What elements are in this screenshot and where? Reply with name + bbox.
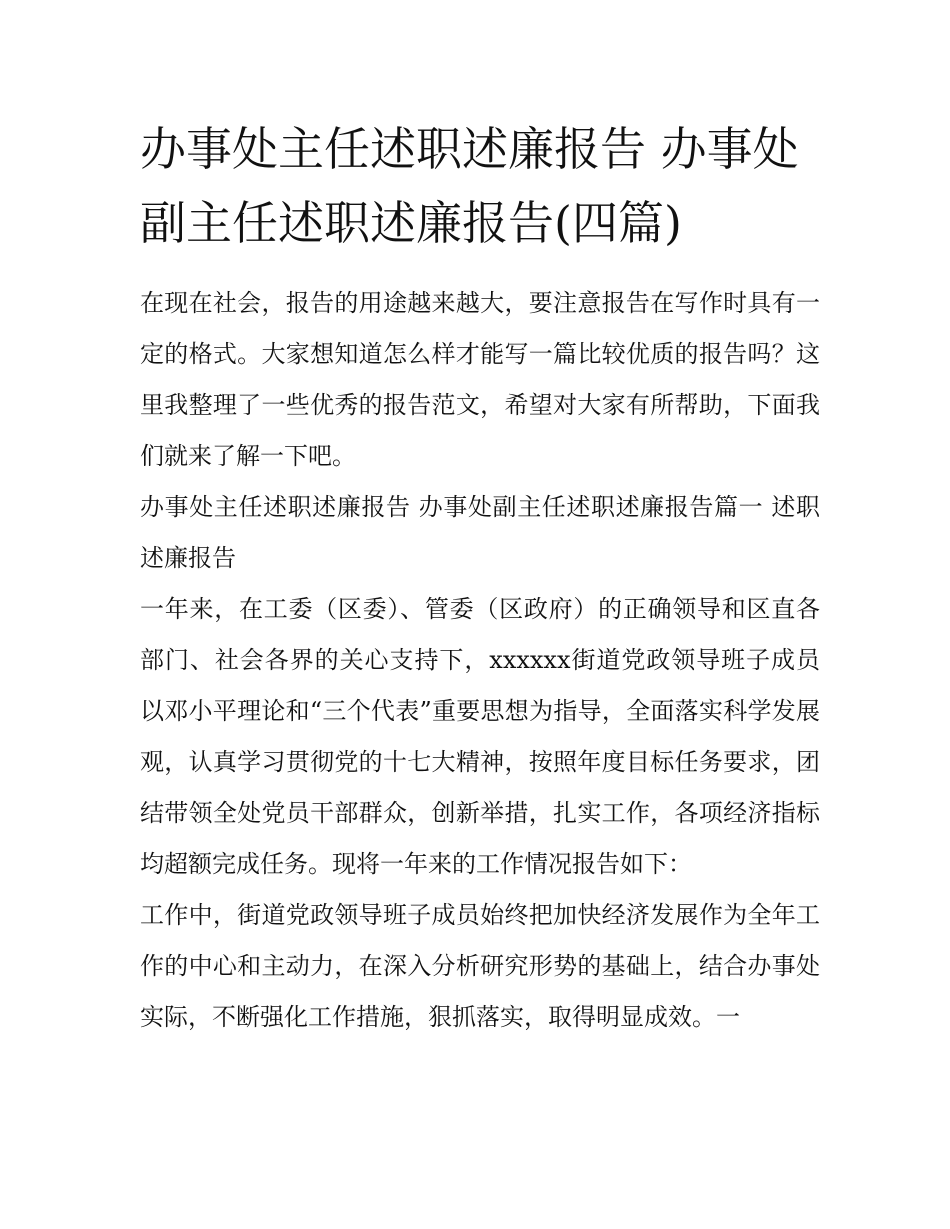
body-paragraph: 一年来，在工委（区委）、管委（区政府）的正确领导和区直各部门、社会各界的关心支持下，xxxxxx街道党政领导班子成员以邓小平理论和“三个代表”重要思想为指导，全面落实科学发展观，认真学习贯彻党的十七大精神，按照年度目标任务要求，团结带领全处党员干部群众，创新举措，扎实工作，各项经济指标均超额完成任务。现将一年来的工作情况报告如下： (140, 595, 820, 878)
intro-paragraph: 在现在社会，报告的用途越来越大，要注意报告在写作时具有一定的格式。大家想知道怎么样才能写一篇比较优质的报告吗？这里我整理了一些优秀的报告范文，希望对大家有所帮助，下面我们就来了解一下吧。 (140, 289, 820, 470)
section-heading: 办事处主任述职述廉报告 办事处副主任述职述廉报告篇一 述职述廉报告 (140, 493, 820, 572)
body-paragraph: 工作中，街道党政领导班子成员始终把加快经济发展作为全年工作的中心和主动力，在深入分析研究形势的基础上，结合办事处实际，不断强化工作措施，狠抓落实，取得明显成效。一 (140, 901, 820, 1031)
document-body (140, 278, 820, 1043)
document-title: 办事处主任述职述廉报告 办事处副主任述职述廉报告(四篇) (140, 122, 799, 250)
